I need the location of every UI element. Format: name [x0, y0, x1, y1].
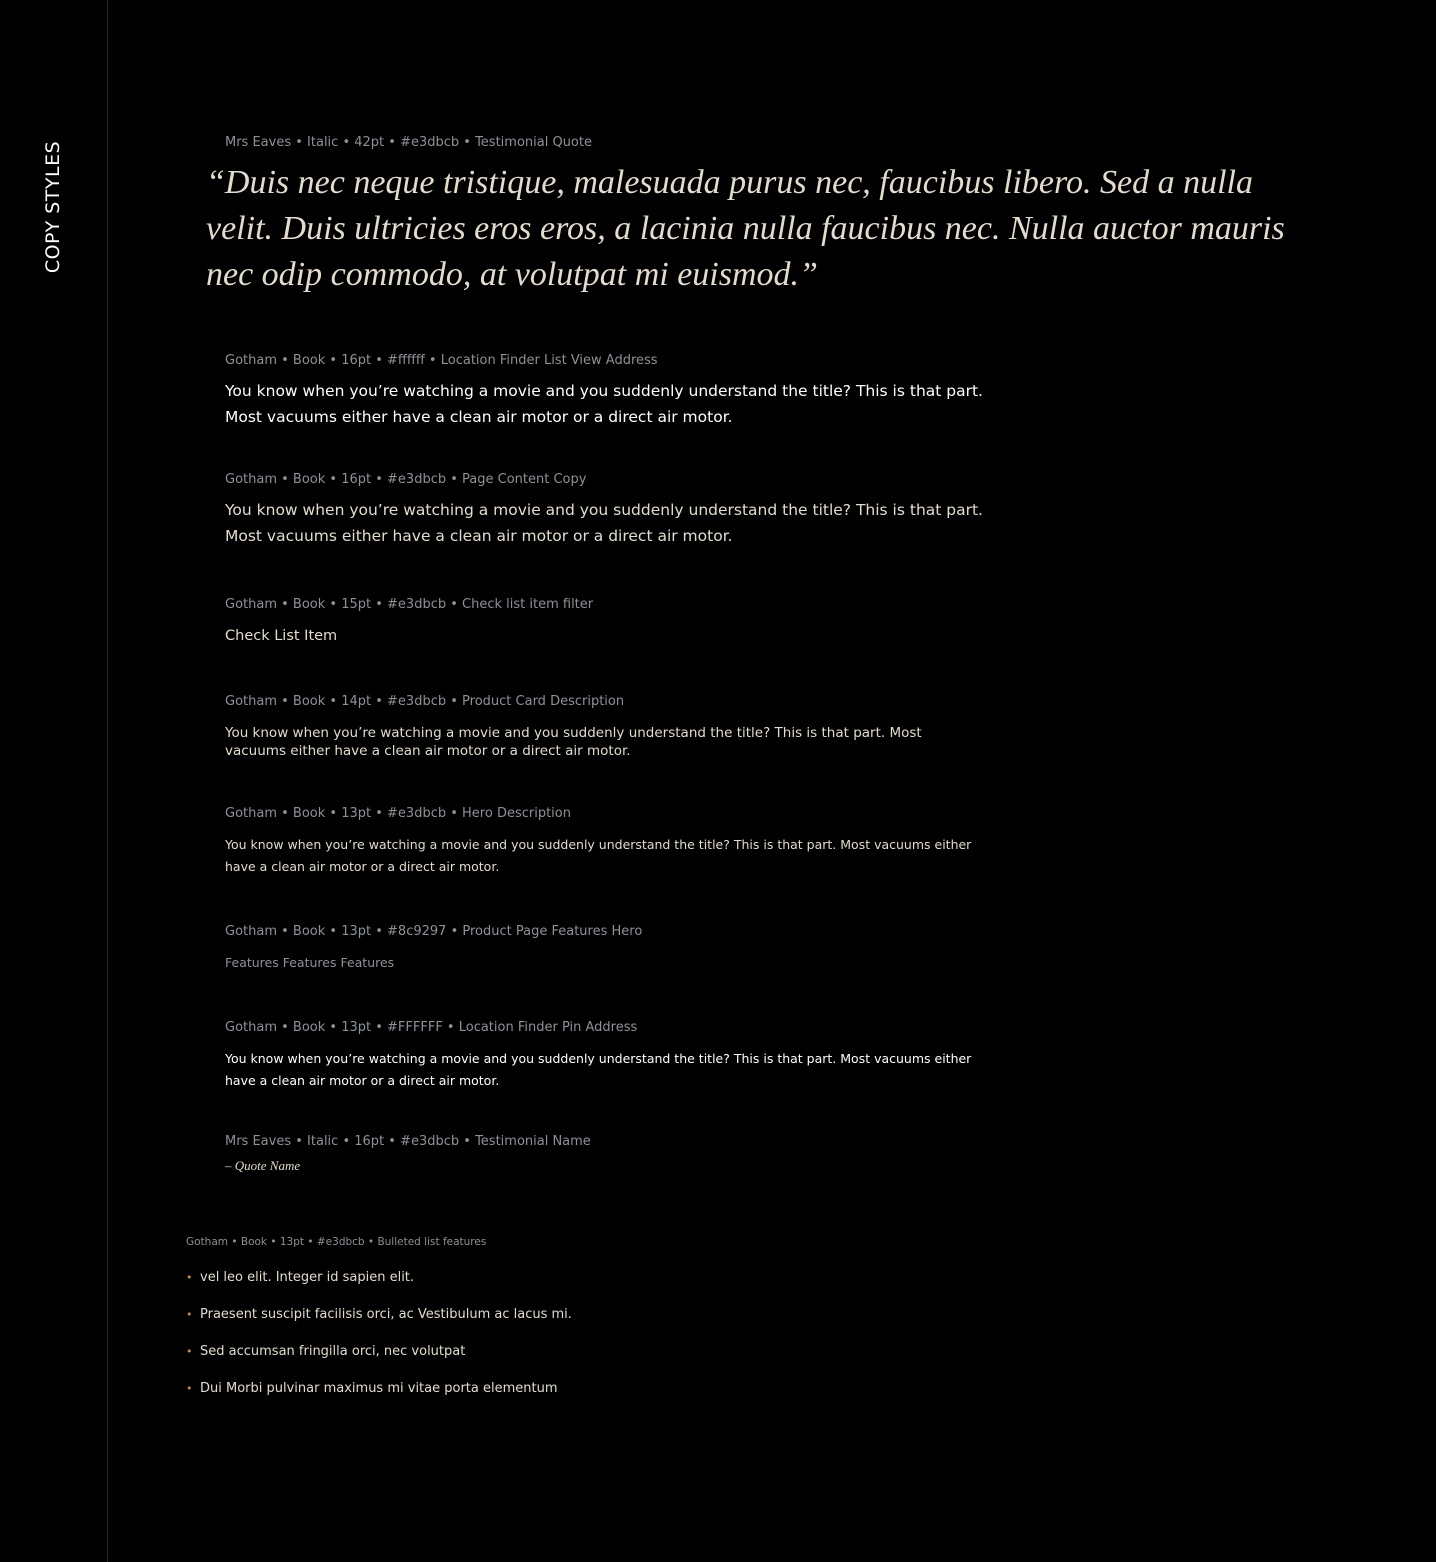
list-item-text: Dui Morbi pulvinar maximus mi vitae porta elementum	[200, 1381, 558, 1396]
bullet-dot-icon: •	[186, 1382, 193, 1395]
testimonial-quote-spec: Mrs Eaves • Italic • 42pt • #e3dbcb • Testimonial Quote	[225, 135, 592, 150]
testimonial-name-sample: – Quote Name	[225, 1158, 301, 1173]
bullet-dot-icon: •	[186, 1308, 193, 1321]
bulleted-list-spec: Gotham • Book • 13pt • #e3dbcb • Bulleted list features	[186, 1236, 487, 1248]
location-pin-address-spec: Gotham • Book • 13pt • #FFFFFF • Location Finder Pin Address	[225, 1020, 638, 1035]
testimonial-quote-sample: “Duis nec neque tristique, malesuada purus nec, faucibus libero. Sed a nulla velit. Duis ultricies eros eros, a lacinia nulla faucibus nec. Nulla auctor mauris nec odip commodo, at volutpat mi euismod.”	[206, 164, 1285, 293]
hero-description-spec: Gotham • Book • 13pt • #e3dbcb • Hero Description	[225, 806, 571, 821]
page-content-copy-sample: You know when you’re watching a movie and you suddenly understand the title? This is that part. Most vacuums either have a clean air motor or a direct air motor.	[225, 501, 983, 545]
check-list-item-sample: Check List Item	[225, 628, 338, 644]
sidebar-title: COPY STYLES	[42, 140, 64, 274]
location-list-address-spec: Gotham • Book • 16pt • #ffffff • Location Finder List View Address	[225, 353, 658, 368]
features-hero-sample: Features Features Features	[225, 955, 395, 970]
product-card-description-sample: You know when you’re watching a movie and you suddenly understand the title? This is that part. Most vacuums either have a clean air motor or a direct air motor.	[225, 725, 922, 759]
list-item-text: Sed accumsan fringilla orci, nec volutpat	[200, 1344, 466, 1359]
list-item-text: vel leo elit. Integer id sapien elit.	[200, 1270, 415, 1285]
location-pin-address-sample: You know when you’re watching a movie and you suddenly understand the title? This is that part. Most vacuums either have a clean air motor or a direct air motor.	[225, 1051, 972, 1088]
product-card-description-spec: Gotham • Book • 14pt • #e3dbcb • Product Card Description	[225, 694, 625, 709]
bullet-dot-icon: •	[186, 1345, 193, 1358]
hero-description-sample: You know when you’re watching a movie and you suddenly understand the title? This is that part. Most vacuums either have a clean air motor or a direct air motor.	[225, 837, 972, 874]
list-item-text: Praesent suscipit facilisis orci, ac Vestibulum ac lacus mi.	[200, 1307, 572, 1322]
features-hero-spec: Gotham • Book • 13pt • #8c9297 • Product Page Features Hero	[225, 924, 643, 939]
check-list-item-spec: Gotham • Book • 15pt • #e3dbcb • Check list item filter	[225, 597, 594, 612]
bullet-dot-icon: •	[186, 1271, 193, 1284]
location-list-address-sample: You know when you’re watching a movie and you suddenly understand the title? This is that part. Most vacuums either have a clean air motor or a direct air motor.	[225, 382, 983, 426]
testimonial-name-spec: Mrs Eaves • Italic • 16pt • #e3dbcb • Testimonial Name	[225, 1134, 591, 1149]
sidebar	[0, 0, 108, 1562]
page-content-copy-spec: Gotham • Book • 16pt • #e3dbcb • Page Content Copy	[225, 472, 587, 487]
